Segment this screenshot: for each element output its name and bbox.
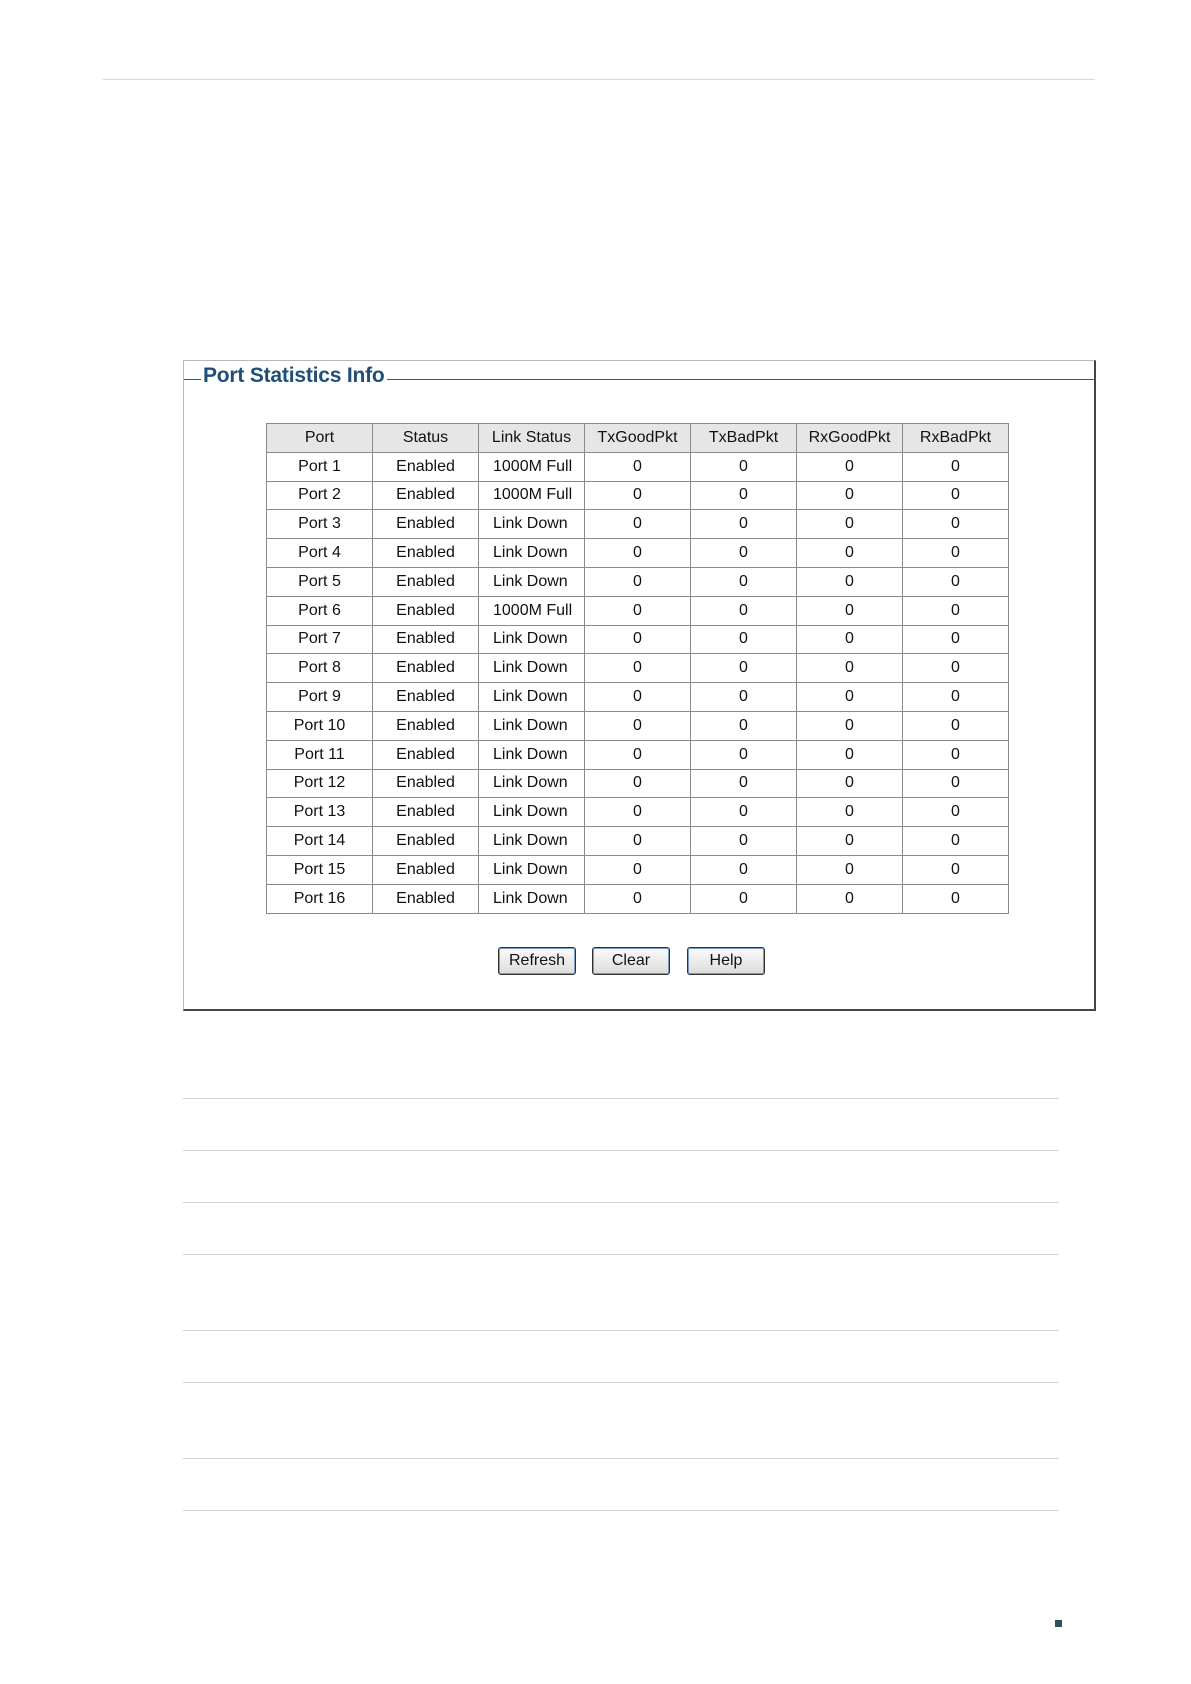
status-cell: Enabled	[373, 798, 479, 827]
table-row	[267, 740, 1009, 769]
panel-title: Port Statistics Info	[203, 364, 385, 387]
description-rule	[183, 1254, 1059, 1255]
txgoodpkt-cell: 0	[585, 798, 691, 827]
rxgoodpkt-cell: 0	[797, 596, 903, 625]
txgoodpkt-cell: 0	[585, 510, 691, 539]
status-cell: Enabled	[373, 769, 479, 798]
table-row	[267, 625, 1009, 654]
port-cell: Port 13	[267, 798, 373, 827]
status-cell: Enabled	[373, 567, 479, 596]
column-header-txbadpkt: TxBadPkt	[691, 424, 797, 453]
rxbadpkt-cell: 0	[903, 769, 1009, 798]
description-rule	[183, 1150, 1059, 1151]
txgoodpkt-cell: 0	[585, 654, 691, 683]
status-cell: Enabled	[373, 740, 479, 769]
status-cell: Enabled	[373, 855, 479, 884]
link-status-cell: Link Down	[479, 798, 585, 827]
rxbadpkt-cell: 0	[903, 539, 1009, 568]
txbadpkt-cell: 0	[691, 884, 797, 913]
table-row	[267, 654, 1009, 683]
link-status-cell: Link Down	[479, 769, 585, 798]
description-rule	[183, 1510, 1059, 1511]
port-cell: Port 15	[267, 855, 373, 884]
rxgoodpkt-cell: 0	[797, 827, 903, 856]
rxbadpkt-cell: 0	[903, 452, 1009, 481]
table-row	[267, 884, 1009, 913]
table-body	[267, 452, 1009, 913]
description-rule	[183, 1202, 1059, 1203]
txbadpkt-cell: 0	[691, 567, 797, 596]
table-row	[267, 769, 1009, 798]
port-cell: Port 6	[267, 596, 373, 625]
txbadpkt-cell: 0	[691, 625, 797, 654]
rxgoodpkt-cell: 0	[797, 452, 903, 481]
help-button[interactable]: Help	[687, 947, 765, 975]
link-status-cell: Link Down	[479, 539, 585, 568]
txgoodpkt-cell: 0	[585, 711, 691, 740]
column-header-port: Port	[267, 424, 373, 453]
txgoodpkt-cell: 0	[585, 827, 691, 856]
status-cell: Enabled	[373, 452, 479, 481]
table-row	[267, 567, 1009, 596]
port-statistics-table	[266, 423, 1009, 914]
status-cell: Enabled	[373, 711, 479, 740]
refresh-button[interactable]: Refresh	[498, 947, 576, 975]
txgoodpkt-cell: 0	[585, 567, 691, 596]
table-row	[267, 539, 1009, 568]
description-rule	[183, 1098, 1059, 1099]
port-cell: Port 3	[267, 510, 373, 539]
rxbadpkt-cell: 0	[903, 654, 1009, 683]
txgoodpkt-cell: 0	[585, 683, 691, 712]
txgoodpkt-cell: 0	[585, 481, 691, 510]
port-cell: Port 7	[267, 625, 373, 654]
page-header-rule	[103, 79, 1095, 80]
txgoodpkt-cell: 0	[585, 596, 691, 625]
status-cell: Enabled	[373, 510, 479, 539]
button-row	[0, 947, 1191, 977]
rxgoodpkt-cell: 0	[797, 855, 903, 884]
rxgoodpkt-cell: 0	[797, 654, 903, 683]
txgoodpkt-cell: 0	[585, 769, 691, 798]
port-cell: Port 12	[267, 769, 373, 798]
table-row	[267, 510, 1009, 539]
port-cell: Port 11	[267, 740, 373, 769]
txgoodpkt-cell: 0	[585, 452, 691, 481]
port-cell: Port 8	[267, 654, 373, 683]
column-header-rxgoodpkt: RxGoodPkt	[797, 424, 903, 453]
link-status-cell: Link Down	[479, 740, 585, 769]
rxbadpkt-cell: 0	[903, 596, 1009, 625]
rxgoodpkt-cell: 0	[797, 884, 903, 913]
txbadpkt-cell: 0	[691, 654, 797, 683]
txbadpkt-cell: 0	[691, 855, 797, 884]
link-status-cell: 1000M Full	[479, 452, 585, 481]
clear-button[interactable]: Clear	[592, 947, 670, 975]
description-rule	[183, 1458, 1059, 1459]
txbadpkt-cell: 0	[691, 769, 797, 798]
link-status-cell: Link Down	[479, 827, 585, 856]
link-status-cell: Link Down	[479, 711, 585, 740]
column-header-link-status: Link Status	[479, 424, 585, 453]
status-cell: Enabled	[373, 625, 479, 654]
txbadpkt-cell: 0	[691, 481, 797, 510]
link-status-cell: Link Down	[479, 654, 585, 683]
rxgoodpkt-cell: 0	[797, 740, 903, 769]
link-status-cell: Link Down	[479, 567, 585, 596]
column-header-rxbadpkt: RxBadPkt	[903, 424, 1009, 453]
link-status-cell: Link Down	[479, 625, 585, 654]
rxgoodpkt-cell: 0	[797, 625, 903, 654]
table-row	[267, 683, 1009, 712]
port-cell: Port 16	[267, 884, 373, 913]
txbadpkt-cell: 0	[691, 539, 797, 568]
rxbadpkt-cell: 0	[903, 711, 1009, 740]
txbadpkt-cell: 0	[691, 596, 797, 625]
link-status-cell: Link Down	[479, 510, 585, 539]
txgoodpkt-cell: 0	[585, 884, 691, 913]
table-row	[267, 452, 1009, 481]
table-row	[267, 827, 1009, 856]
txbadpkt-cell: 0	[691, 683, 797, 712]
status-cell: Enabled	[373, 884, 479, 913]
rxbadpkt-cell: 0	[903, 481, 1009, 510]
status-cell: Enabled	[373, 596, 479, 625]
status-cell: Enabled	[373, 539, 479, 568]
link-status-cell: Link Down	[479, 683, 585, 712]
port-cell: Port 14	[267, 827, 373, 856]
rxgoodpkt-cell: 0	[797, 683, 903, 712]
rxbadpkt-cell: 0	[903, 510, 1009, 539]
txbadpkt-cell: 0	[691, 740, 797, 769]
link-status-cell: 1000M Full	[479, 596, 585, 625]
status-cell: Enabled	[373, 683, 479, 712]
link-status-cell: Link Down	[479, 884, 585, 913]
txbadpkt-cell: 0	[691, 798, 797, 827]
txbadpkt-cell: 0	[691, 452, 797, 481]
port-cell: Port 10	[267, 711, 373, 740]
port-cell: Port 9	[267, 683, 373, 712]
rxbadpkt-cell: 0	[903, 855, 1009, 884]
txbadpkt-cell: 0	[691, 510, 797, 539]
description-rule	[183, 1382, 1059, 1383]
status-cell: Enabled	[373, 827, 479, 856]
rxgoodpkt-cell: 0	[797, 539, 903, 568]
table-row	[267, 481, 1009, 510]
txbadpkt-cell: 0	[691, 827, 797, 856]
txgoodpkt-cell: 0	[585, 625, 691, 654]
rxbadpkt-cell: 0	[903, 798, 1009, 827]
port-cell: Port 2	[267, 481, 373, 510]
status-cell: Enabled	[373, 654, 479, 683]
rxbadpkt-cell: 0	[903, 827, 1009, 856]
rxgoodpkt-cell: 0	[797, 567, 903, 596]
link-status-cell: 1000M Full	[479, 481, 585, 510]
page-marker	[1055, 1620, 1062, 1627]
table-row	[267, 711, 1009, 740]
status-cell: Enabled	[373, 481, 479, 510]
rxgoodpkt-cell: 0	[797, 769, 903, 798]
port-cell: Port 1	[267, 452, 373, 481]
rxbadpkt-cell: 0	[903, 625, 1009, 654]
table-row	[267, 798, 1009, 827]
txgoodpkt-cell: 0	[585, 740, 691, 769]
txbadpkt-cell: 0	[691, 711, 797, 740]
rxbadpkt-cell: 0	[903, 740, 1009, 769]
description-rule	[183, 1330, 1059, 1331]
column-header-txgoodpkt: TxGoodPkt	[585, 424, 691, 453]
table-row	[267, 855, 1009, 884]
rxgoodpkt-cell: 0	[797, 711, 903, 740]
rxgoodpkt-cell: 0	[797, 481, 903, 510]
txgoodpkt-cell: 0	[585, 539, 691, 568]
port-cell: Port 5	[267, 567, 373, 596]
table-header-row	[267, 424, 1009, 453]
table-row	[267, 596, 1009, 625]
rxgoodpkt-cell: 0	[797, 510, 903, 539]
port-cell: Port 4	[267, 539, 373, 568]
link-status-cell: Link Down	[479, 855, 585, 884]
rxbadpkt-cell: 0	[903, 683, 1009, 712]
txgoodpkt-cell: 0	[585, 855, 691, 884]
rxbadpkt-cell: 0	[903, 567, 1009, 596]
rxgoodpkt-cell: 0	[797, 798, 903, 827]
rxbadpkt-cell: 0	[903, 884, 1009, 913]
column-header-status: Status	[373, 424, 479, 453]
